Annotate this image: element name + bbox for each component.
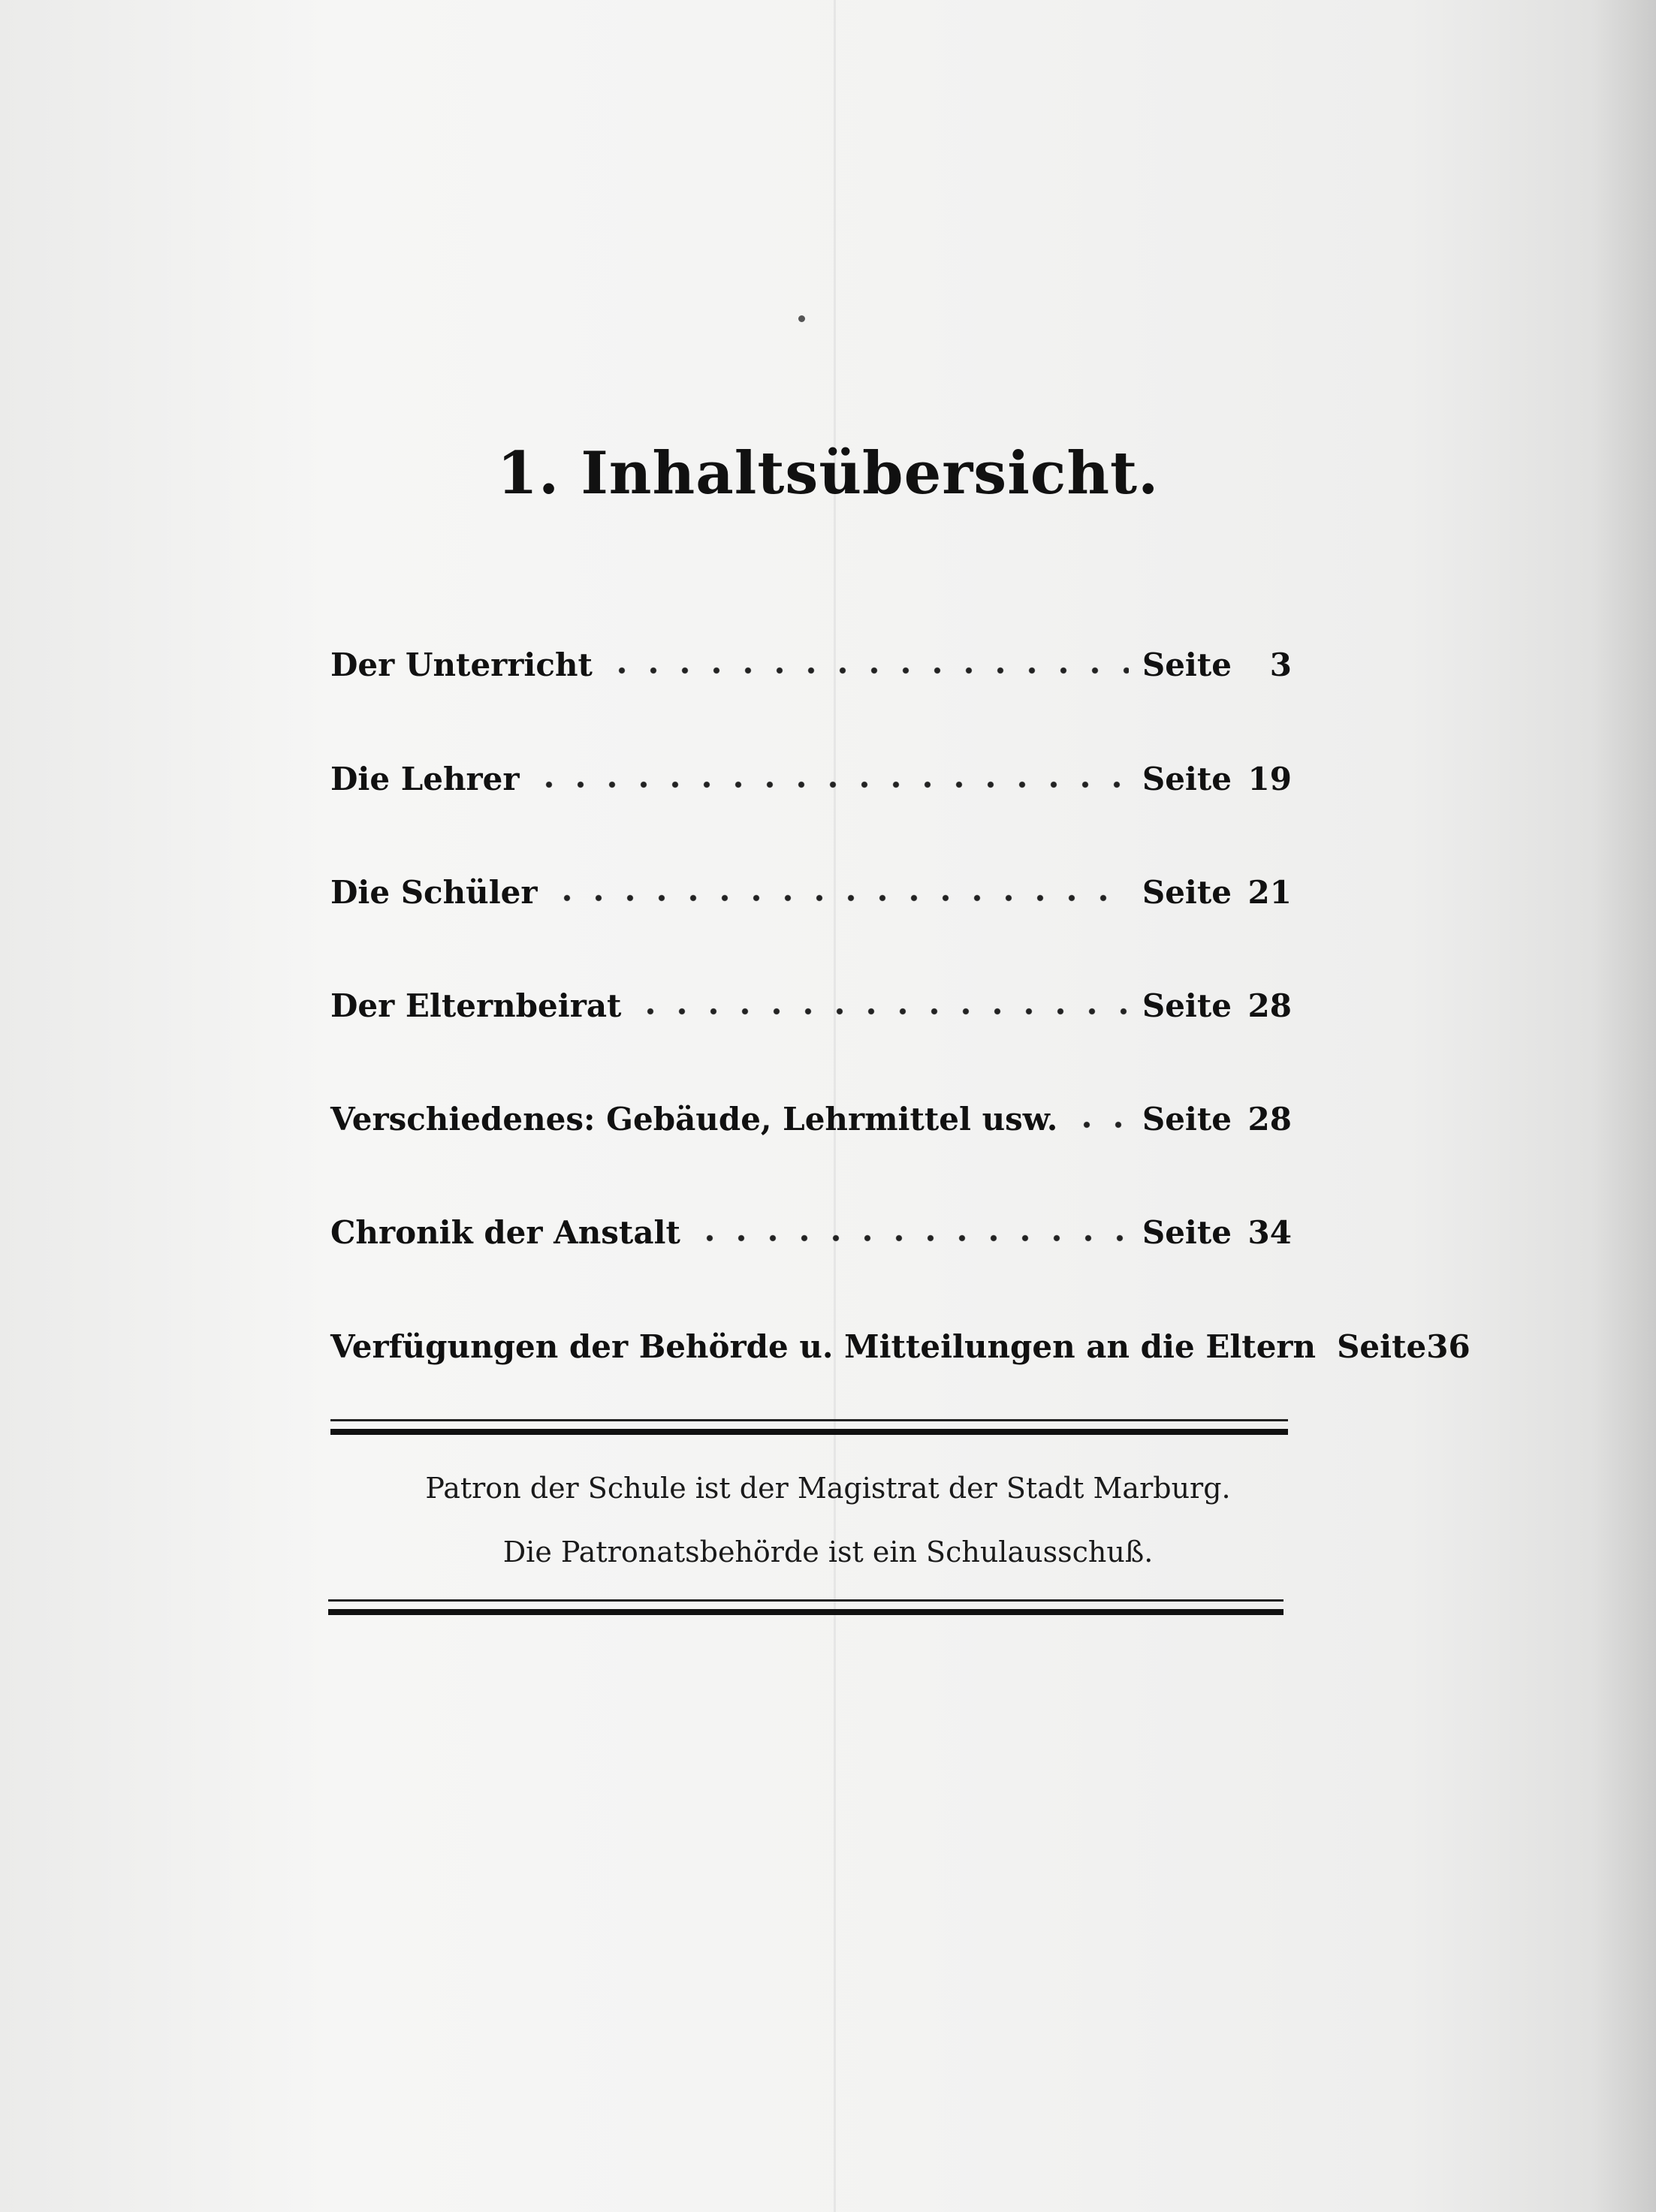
toc-page-number: 28 <box>1247 1101 1292 1138</box>
toc-page-word: Seite <box>1142 646 1232 683</box>
rule-lower-thick <box>328 1609 1283 1615</box>
toc-page-number: 28 <box>1247 987 1292 1024</box>
toc-entry-label: Die Lehrer <box>330 761 520 797</box>
toc-leader-dots <box>606 667 1129 674</box>
toc-page-number: 21 <box>1247 874 1292 911</box>
toc-entry-label: Chronik der Anstalt <box>330 1214 680 1251</box>
toc-page-word: Seite <box>1142 1214 1232 1251</box>
toc-entry <box>330 1085 1292 1138</box>
toc-entry <box>330 1198 1292 1251</box>
toc-page-word: Seite <box>1142 1101 1232 1138</box>
toc-entry-label: Die Schüler <box>330 874 538 911</box>
rule-upper-thick <box>330 1429 1288 1435</box>
toc-entry-label: Verfügungen der Behörde u. Mitteilungen an die Eltern <box>330 1328 1317 1365</box>
toc-page-word: Seite <box>1142 761 1232 797</box>
toc-leader-dots <box>694 1234 1129 1242</box>
paper-edge-shadow <box>1592 0 1656 2212</box>
toc-page-number: 34 <box>1247 1214 1292 1251</box>
rule-lower-thin <box>328 1599 1283 1602</box>
patron-note: Patron der Schule ist der Magistrat der Stadt Marburg. <box>425 1472 1231 1505</box>
toc-entry-label: Verschiedenes: Gebäude, Lehrmittel usw. <box>330 1101 1058 1138</box>
toc-entry-label: Der Elternbeirat <box>330 987 622 1024</box>
toc-entry <box>330 858 1292 911</box>
toc-page-word: Seite <box>1142 987 1232 1024</box>
toc-entry <box>330 972 1292 1024</box>
toc-leader-dots <box>533 781 1129 788</box>
toc-leader-dots <box>551 894 1129 902</box>
board-note: Die Patronatsbehörde ist ein Schulausschuß. <box>502 1535 1154 1569</box>
rule-upper-thin <box>330 1419 1288 1421</box>
toc-leader-dots <box>1071 1121 1129 1129</box>
ink-dot <box>798 315 805 322</box>
toc-page-word: Seite <box>1142 874 1232 911</box>
toc-page-number: 36 <box>1426 1328 1470 1365</box>
toc-entry <box>330 745 1292 797</box>
toc-entry <box>330 1312 1470 1365</box>
toc-page-word: Seite <box>1337 1328 1427 1365</box>
page-title: 1. Inhaltsübersicht. <box>496 439 1160 508</box>
toc-leader-dots <box>635 1008 1128 1015</box>
toc-entry-label: Der Unterricht <box>330 646 593 683</box>
toc-page-number: 19 <box>1247 761 1292 797</box>
toc-entry <box>330 631 1292 683</box>
toc-page-number: 3 <box>1269 646 1292 683</box>
